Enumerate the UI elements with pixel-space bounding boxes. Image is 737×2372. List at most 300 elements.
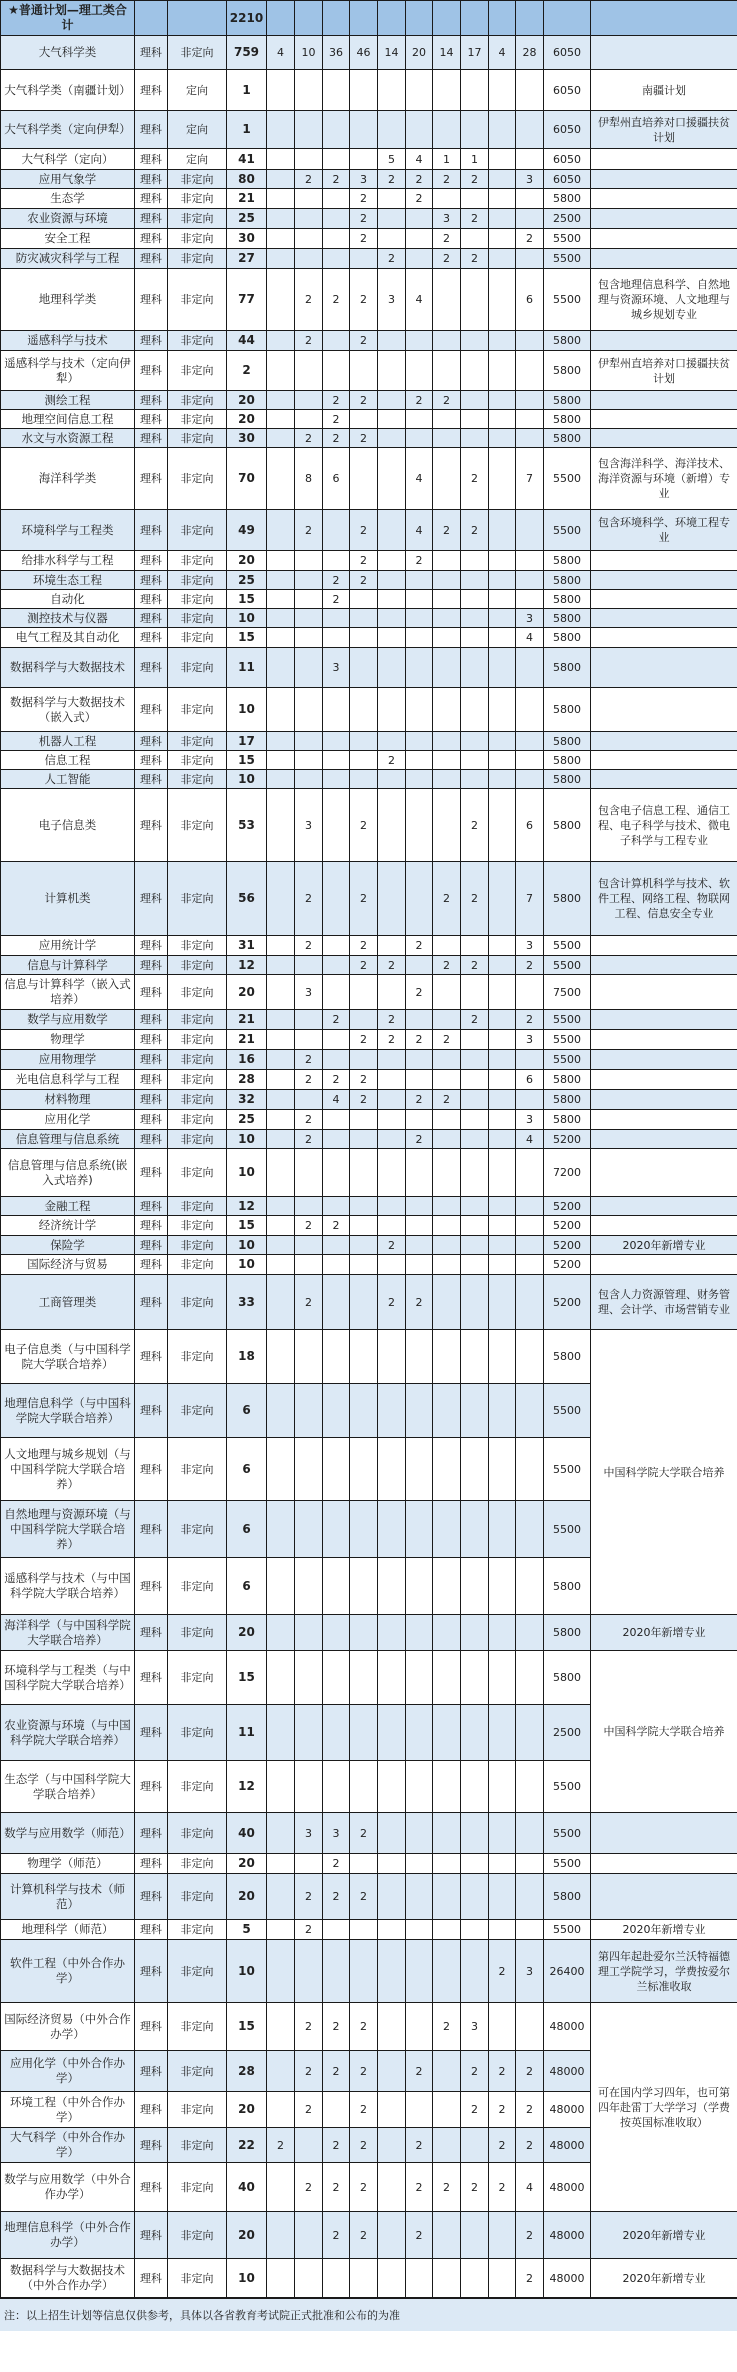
province-quota: 2 [378, 1236, 406, 1255]
table-row [1, 1070, 737, 1090]
province-quota [489, 1130, 516, 1149]
major-name: 应用统计学 [1, 936, 135, 956]
province-quota [378, 1651, 406, 1705]
subject-type: 理科 [135, 1130, 168, 1149]
province-quota: 2 [406, 1130, 433, 1149]
province-quota [323, 1110, 350, 1130]
province-quota: 2 [323, 1216, 350, 1236]
subject-type: 理科 [135, 111, 168, 149]
province-quota [461, 751, 489, 770]
province-quota [489, 1501, 516, 1558]
province-quota [516, 1197, 544, 1216]
remarks [591, 571, 737, 590]
major-name: 数据科学与大数据技术（中外合作办学） [1, 2259, 135, 2298]
province-quota: 4 [406, 269, 433, 331]
subject-type: 理科 [135, 1110, 168, 1130]
province-quota: 2 [378, 956, 406, 975]
province-quota: 2 [295, 1275, 323, 1330]
tuition-fee: 5800 [544, 571, 591, 590]
table-row [1, 956, 737, 975]
province-quota [323, 956, 350, 975]
province-quota: 2 [406, 2051, 433, 2092]
plan-total: 20 [227, 2212, 267, 2259]
province-quota [378, 2051, 406, 2092]
province-quota [267, 732, 295, 751]
province-quota [433, 1920, 461, 1940]
province-quota [489, 609, 516, 628]
subject-type: 理科 [135, 789, 168, 862]
subject-type: 理科 [135, 229, 168, 249]
major-name: 测绘工程 [1, 391, 135, 410]
orientation: 非定向 [168, 209, 227, 229]
major-name: 电子信息类 [1, 789, 135, 862]
province-quota [323, 770, 350, 789]
province-quota: 2 [350, 429, 378, 448]
remarks [591, 648, 737, 688]
province-quota [267, 1438, 295, 1501]
province-quota [267, 1275, 295, 1330]
province-quota [267, 1330, 295, 1384]
province-quota: 4 [406, 448, 433, 510]
tuition-fee: 2500 [544, 209, 591, 229]
province-quota: 2 [406, 2128, 433, 2163]
subject-type: 理科 [135, 170, 168, 189]
province-quota [295, 609, 323, 628]
orientation: 非定向 [168, 1813, 227, 1854]
province-quota: 14 [378, 36, 406, 70]
province-quota [489, 391, 516, 410]
tuition-fee: 5200 [544, 1130, 591, 1149]
province-quota [323, 1236, 350, 1255]
province-quota [350, 448, 378, 510]
plan-total: 20 [227, 2092, 267, 2128]
subject-type: 理科 [135, 1705, 168, 1761]
province-quota [267, 1940, 295, 2003]
province-quota: 2 [350, 1813, 378, 1854]
orientation: 非定向 [168, 1030, 227, 1050]
tuition-fee: 6050 [544, 149, 591, 170]
province-quota [378, 1070, 406, 1090]
province-quota [378, 770, 406, 789]
subject-type: 理科 [135, 648, 168, 688]
province-quota: 2 [295, 2163, 323, 2212]
province-quota [378, 1149, 406, 1197]
tuition-fee: 48000 [544, 2259, 591, 2298]
province-quota [323, 70, 350, 111]
province-quota [516, 1050, 544, 1070]
major-name: 海洋科学（与中国科学院大学联合培养） [1, 1615, 135, 1651]
province-quota [489, 1149, 516, 1197]
plan-total: 20 [227, 1874, 267, 1920]
province-quota [350, 1216, 378, 1236]
province-quota: 2 [295, 1130, 323, 1149]
plan-total: 10 [227, 688, 267, 732]
province-quota [461, 1384, 489, 1438]
major-name: 遥感科学与技术 [1, 331, 135, 351]
table-row [1, 448, 737, 510]
plan-total: 25 [227, 571, 267, 590]
province-quota [433, 1761, 461, 1813]
province-quota: 2 [433, 2163, 461, 2212]
province-quota [516, 1705, 544, 1761]
province-quota [267, 331, 295, 351]
province-quota [516, 1149, 544, 1197]
province-quota [489, 249, 516, 269]
province-quota [461, 1874, 489, 1920]
plan-total: 5 [227, 1920, 267, 1940]
major-name: 农业资源与环境 [1, 209, 135, 229]
province-quota [461, 410, 489, 429]
subject-type: 理科 [135, 36, 168, 70]
province-quota [406, 1438, 433, 1501]
plan-total: 21 [227, 1010, 267, 1030]
province-quota [489, 410, 516, 429]
province-quota [267, 1761, 295, 1813]
province-quota [267, 510, 295, 551]
province-quota [461, 2212, 489, 2259]
province-quota: 14 [433, 36, 461, 70]
subject-type: 理科 [135, 551, 168, 571]
province-quota [350, 1761, 378, 1813]
province-quota [323, 1149, 350, 1197]
orientation: 非定向 [168, 732, 227, 751]
province-quota: 20 [406, 36, 433, 70]
remarks [591, 1197, 737, 1216]
province-quota [295, 2128, 323, 2163]
province-quota [433, 1438, 461, 1501]
table-row [1, 170, 737, 189]
major-name: 测控技术与仪器 [1, 609, 135, 628]
table-row [1, 1050, 737, 1070]
province-quota [489, 1384, 516, 1438]
province-quota [406, 1501, 433, 1558]
province-quota: 2 [350, 1030, 378, 1050]
province-quota [378, 1558, 406, 1615]
province-quota [267, 1874, 295, 1920]
province-quota: 1 [433, 149, 461, 170]
province-quota [489, 956, 516, 975]
province-quota: 2 [295, 1050, 323, 1070]
province-quota [323, 1920, 350, 1940]
province-quota [461, 70, 489, 111]
province-quota [295, 1236, 323, 1255]
orientation: 非定向 [168, 956, 227, 975]
province-quota [489, 1854, 516, 1874]
plan-total: 10 [227, 770, 267, 789]
province-quota: 2 [461, 1010, 489, 1030]
remarks: 包含海洋科学、海洋技术、海洋资源与环境（新增）专业 [591, 448, 737, 510]
province-quota [461, 1030, 489, 1050]
province-quota [489, 1920, 516, 1940]
province-quota [323, 510, 350, 551]
province-quota [295, 2259, 323, 2298]
province-quota [406, 2003, 433, 2051]
province-quota: 2 [433, 1090, 461, 1110]
province-quota [295, 1651, 323, 1705]
orientation: 非定向 [168, 609, 227, 628]
province-quota [323, 1330, 350, 1384]
province-quota: 2 [323, 2128, 350, 2163]
province-quota [267, 1149, 295, 1197]
province-quota: 2 [295, 331, 323, 351]
province-quota [323, 1705, 350, 1761]
province-quota [489, 149, 516, 170]
province-quota [433, 751, 461, 770]
province-quota [378, 571, 406, 590]
table-row [1, 209, 737, 229]
province-quota [323, 1275, 350, 1330]
province-quota [350, 1110, 378, 1130]
plan-total: 10 [227, 1236, 267, 1255]
remarks [591, 391, 737, 410]
province-quota: 2 [378, 1030, 406, 1050]
province-quota [516, 1813, 544, 1854]
province-quota [323, 1761, 350, 1813]
subject-type: 理科 [135, 70, 168, 111]
province-quota [378, 1050, 406, 1070]
remarks [591, 551, 737, 571]
table-row [1, 1615, 737, 1651]
province-quota [461, 229, 489, 249]
province-quota: 2 [295, 936, 323, 956]
province-quota [267, 590, 295, 609]
province-quota: 2 [350, 391, 378, 410]
plan-total: 18 [227, 1330, 267, 1384]
province-quota [350, 70, 378, 111]
province-quota [295, 111, 323, 149]
orientation: 非定向 [168, 249, 227, 269]
tuition-fee: 48000 [544, 2212, 591, 2259]
province-quota: 2 [516, 229, 544, 249]
province-quota [267, 862, 295, 936]
subject-type: 理科 [135, 1050, 168, 1070]
province-quota: 2 [350, 551, 378, 571]
province-quota [267, 1130, 295, 1149]
province-quota [323, 209, 350, 229]
province-quota [489, 751, 516, 770]
province-quota: 2 [433, 170, 461, 189]
province-quota: 2 [267, 2128, 295, 2163]
orientation: 非定向 [168, 590, 227, 609]
province-quota [378, 1110, 406, 1130]
table-row [1, 862, 737, 936]
province-quota [461, 189, 489, 209]
province-quota [406, 770, 433, 789]
province-quota [489, 1438, 516, 1501]
province-quota [267, 448, 295, 510]
province-quota [489, 170, 516, 189]
province-quota [267, 1558, 295, 1615]
province-quota [433, 688, 461, 732]
province-quota: 2 [350, 1874, 378, 1920]
province-quota [433, 2092, 461, 2128]
orientation: 非定向 [168, 1438, 227, 1501]
major-name: 国际经济贸易（中外合作办学） [1, 2003, 135, 2051]
province-quota: 2 [350, 789, 378, 862]
subject-type: 理科 [135, 1813, 168, 1854]
province-quota [516, 1384, 544, 1438]
province-quota: 3 [378, 269, 406, 331]
province-quota [406, 628, 433, 648]
province-quota [516, 1255, 544, 1275]
remarks: 包含环境科学、环境工程专业 [591, 510, 737, 551]
remarks [591, 429, 737, 448]
province-quota [461, 351, 489, 391]
province-quota: 3 [295, 789, 323, 862]
province-quota: 2 [406, 189, 433, 209]
plan-total: 10 [227, 1255, 267, 1275]
province-quota [295, 189, 323, 209]
province-quota [267, 2092, 295, 2128]
tuition-fee: 5200 [544, 1275, 591, 1330]
subject-type: 理科 [135, 1874, 168, 1920]
tuition-fee: 5500 [544, 448, 591, 510]
plan-total: 22 [227, 2128, 267, 2163]
province-quota [489, 1651, 516, 1705]
major-name: 大气科学类（定向伊犁） [1, 111, 135, 149]
province-quota [489, 1216, 516, 1236]
province-quota: 2 [378, 1010, 406, 1030]
remarks-merged: 中国科学院大学联合培养 [591, 1651, 737, 1813]
province-quota [406, 1920, 433, 1940]
table-row [1, 1090, 737, 1110]
tuition-fee: 5800 [544, 770, 591, 789]
province-quota [378, 1384, 406, 1438]
tuition-fee: 5800 [544, 1874, 591, 1920]
province-quota: 2 [461, 510, 489, 551]
province-quota [378, 688, 406, 732]
province-quota [267, 391, 295, 410]
province-quota [489, 1197, 516, 1216]
orientation: 定向 [168, 70, 227, 111]
province-quota [295, 1384, 323, 1438]
province-quota [267, 149, 295, 170]
province-quota [267, 1110, 295, 1130]
province-quota: 6 [516, 269, 544, 331]
province-quota [461, 609, 489, 628]
subject-type: 理科 [135, 628, 168, 648]
tuition-fee: 48000 [544, 2003, 591, 2051]
province-quota: 2 [433, 249, 461, 269]
table-row [1, 1940, 737, 2003]
tuition-fee: 6050 [544, 36, 591, 70]
orientation: 非定向 [168, 391, 227, 410]
major-name: 应用气象学 [1, 170, 135, 189]
table-row [1, 732, 737, 751]
province-quota [433, 609, 461, 628]
province-quota [489, 1330, 516, 1384]
province-quota [323, 2259, 350, 2298]
province-quota [516, 1854, 544, 1874]
subject-type: 理科 [135, 1761, 168, 1813]
major-name: 应用化学 [1, 1110, 135, 1130]
province-quota [516, 751, 544, 770]
province-quota [461, 975, 489, 1010]
province-quota [489, 429, 516, 448]
province-quota [433, 2128, 461, 2163]
plan-total: 30 [227, 429, 267, 448]
province-quota [267, 269, 295, 331]
province-quota [378, 628, 406, 648]
province-quota: 2 [350, 269, 378, 331]
province-quota: 3 [516, 936, 544, 956]
remarks [591, 956, 737, 975]
province-quota [516, 351, 544, 391]
province-quota [350, 590, 378, 609]
remarks [591, 1874, 737, 1920]
major-name: 大气科学类（南疆计划） [1, 70, 135, 111]
province-quota [406, 1197, 433, 1216]
province-quota: 4 [516, 1130, 544, 1149]
province-quota [489, 351, 516, 391]
major-name: 环境科学与工程类（与中国科学院大学联合培养） [1, 1651, 135, 1705]
province-quota [516, 732, 544, 751]
major-name: 大气科学类 [1, 36, 135, 70]
orientation: 非定向 [168, 751, 227, 770]
province-quota [406, 111, 433, 149]
province-quota [378, 448, 406, 510]
province-quota [516, 1438, 544, 1501]
province-quota [378, 70, 406, 111]
orientation: 非定向 [168, 648, 227, 688]
province-quota [267, 111, 295, 149]
province-quota [295, 1255, 323, 1275]
province-quota [516, 975, 544, 1010]
major-name: 环境科学与工程类 [1, 510, 135, 551]
province-quota [378, 1920, 406, 1940]
remarks [591, 170, 737, 189]
province-quota: 2 [350, 571, 378, 590]
province-quota [461, 331, 489, 351]
province-quota [489, 1813, 516, 1854]
subject-type: 理科 [135, 590, 168, 609]
province-quota [350, 1501, 378, 1558]
table-row [1, 1236, 737, 1255]
province-quota [433, 590, 461, 609]
remarks [591, 189, 737, 209]
province-quota: 2 [323, 1874, 350, 1920]
table-row [1, 789, 737, 862]
province-quota: 2 [323, 170, 350, 189]
remarks: 2020年新增专业 [591, 2212, 737, 2259]
tuition-fee: 48000 [544, 2128, 591, 2163]
remarks [591, 1030, 737, 1050]
province-quota: 2 [461, 789, 489, 862]
province-quota [267, 1030, 295, 1050]
province-quota: 2 [295, 170, 323, 189]
plan-total: 21 [227, 189, 267, 209]
table-row [1, 189, 737, 209]
province-quota [516, 410, 544, 429]
province-quota [489, 628, 516, 648]
table-row [1, 1149, 737, 1197]
province-quota [267, 688, 295, 732]
subject-type: 理科 [135, 2128, 168, 2163]
province-quota: 2 [406, 2163, 433, 2212]
plan-total: 30 [227, 229, 267, 249]
province-quota [350, 1050, 378, 1070]
province-quota [489, 770, 516, 789]
province-quota: 2 [350, 229, 378, 249]
province-quota [267, 751, 295, 770]
table-row [1, 1197, 737, 1216]
province-quota: 2 [433, 510, 461, 551]
province-quota: 2 [406, 1275, 433, 1330]
subject-type: 理科 [135, 1197, 168, 1216]
orientation: 非定向 [168, 1761, 227, 1813]
plan-total: 41 [227, 149, 267, 170]
major-name: 软件工程（中外合作办学） [1, 1940, 135, 2003]
